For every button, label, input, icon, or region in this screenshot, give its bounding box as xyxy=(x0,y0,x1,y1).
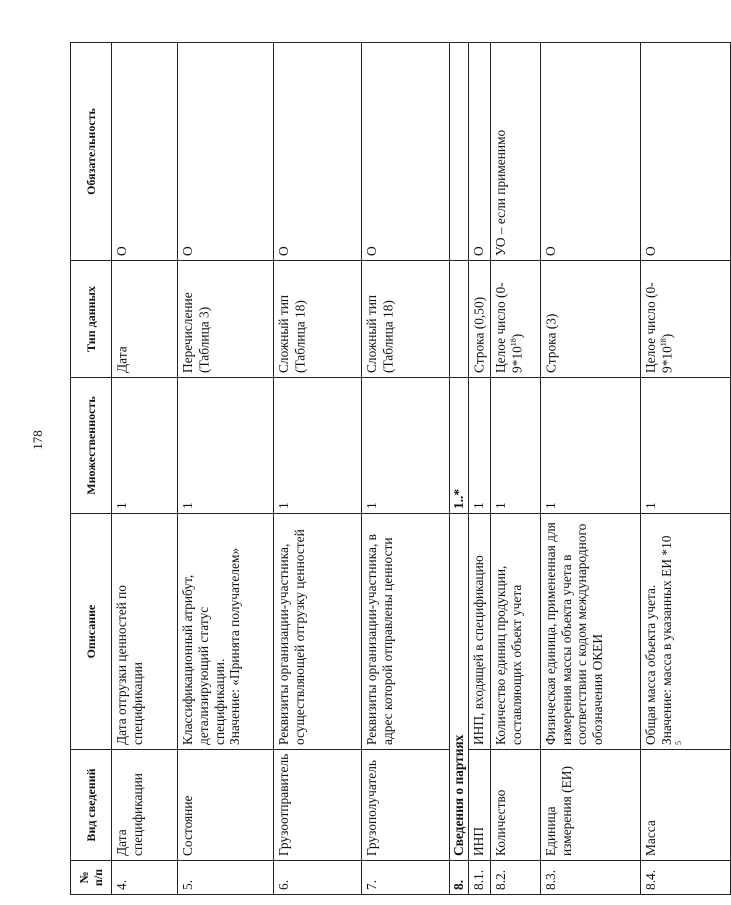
row-desc-line: Общая масса объекта учета. xyxy=(642,584,658,745)
section-type xyxy=(450,261,469,378)
row-desc xyxy=(112,514,178,750)
row-num: 4. xyxy=(112,861,178,895)
row-desc-line: Классификационный атрибут, детализирующий статус спецификации. xyxy=(180,574,227,745)
row-type-text: Целое число (0-9*10 xyxy=(642,282,675,373)
row-type xyxy=(362,261,450,378)
row-type-sup: 18 xyxy=(508,338,518,347)
row-mult: 1 xyxy=(490,378,540,514)
section-row xyxy=(450,43,469,895)
header-type: Тип данных xyxy=(71,261,112,378)
row-num: 8.4. xyxy=(640,861,730,895)
table-header-row xyxy=(71,43,112,895)
header-num: № п/п xyxy=(71,861,112,895)
row-desc-line: Физическая единица, примененная для измерения массы объекта учета в соответствии с кодом международного обозначения ОКЕИ xyxy=(542,522,606,745)
row-desc-line: ИНП, входящей в спецификацию xyxy=(470,555,486,745)
row-type-text: Строка (0,50) xyxy=(471,296,487,373)
row-type xyxy=(112,261,178,378)
header-desc: Описание xyxy=(71,514,112,750)
section-mult: 1..* xyxy=(450,378,469,514)
page-number: 178 xyxy=(30,430,45,450)
row-name: Масса xyxy=(640,750,730,861)
row-type xyxy=(540,261,640,378)
row-type-text: Строка (3) xyxy=(543,313,559,373)
section-num: 8. xyxy=(450,861,469,895)
row-num: 6. xyxy=(274,861,362,895)
row-desc xyxy=(274,514,362,750)
row-type xyxy=(640,261,730,378)
row-name: Грузополучатель xyxy=(362,750,450,861)
row-desc-line: Реквизиты организации-участника, в адрес которой отправлены ценности xyxy=(364,534,395,745)
table-row xyxy=(490,43,540,895)
row-req: О xyxy=(640,43,730,261)
row-desc xyxy=(178,514,274,750)
row-type xyxy=(490,261,540,378)
row-type xyxy=(468,261,490,378)
table-row xyxy=(112,43,178,895)
row-mult: 1 xyxy=(274,378,362,514)
row-type-text: Дата xyxy=(114,346,130,373)
row-name: Грузоотправитель xyxy=(274,750,362,861)
row-desc-line: Значение: «Принята получателем» xyxy=(227,547,243,745)
row-req: О xyxy=(362,43,450,261)
table-row xyxy=(540,43,640,895)
table-row xyxy=(274,43,362,895)
row-req: О xyxy=(540,43,640,261)
data-table xyxy=(70,42,731,895)
row-name: Состояние xyxy=(178,750,274,861)
table-row xyxy=(178,43,274,895)
row-req: О xyxy=(274,43,362,261)
row-num: 8.3. xyxy=(540,861,640,895)
row-mult: 1 xyxy=(178,378,274,514)
row-desc-line: Дата отгрузки ценностей по спецификации xyxy=(114,584,145,745)
section-name: Сведения о партиях xyxy=(450,514,469,861)
header-name: Вид сведений xyxy=(71,750,112,861)
row-desc-line: Значение: масса в указанных ЕИ *10 xyxy=(658,535,674,745)
row-mult: 1 xyxy=(468,378,490,514)
row-desc-line: Количество единиц продукции, составляющих объект учета xyxy=(492,565,524,745)
row-type-sup: 18 xyxy=(658,338,668,347)
row-type-after: ) xyxy=(509,333,525,339)
row-type-after: ) xyxy=(659,333,675,339)
row-type xyxy=(274,261,362,378)
row-req: О xyxy=(178,43,274,261)
row-name: Количество xyxy=(490,750,540,861)
row-type-text: Перечисление (Таблица 3) xyxy=(180,292,212,373)
row-req: О xyxy=(112,43,178,261)
row-mult: 1 xyxy=(640,378,730,514)
row-num: 7. xyxy=(362,861,450,895)
section-req xyxy=(450,43,469,261)
row-mult: 1 xyxy=(540,378,640,514)
row-type xyxy=(178,261,274,378)
row-desc-sup: 5 xyxy=(674,741,684,745)
row-desc xyxy=(640,514,730,750)
row-mult: 1 xyxy=(112,378,178,514)
rotated-table-container xyxy=(70,43,684,895)
row-type-text: Сложный тип (Таблица 18) xyxy=(364,294,396,373)
row-type-text: Сложный тип (Таблица 18) xyxy=(276,294,308,373)
table-row xyxy=(362,43,450,895)
row-num: 5. xyxy=(178,861,274,895)
row-name: Дата спецификации xyxy=(112,750,178,861)
row-mult: 1 xyxy=(362,378,450,514)
row-name: Единица измерения (ЕИ) xyxy=(540,750,640,861)
row-desc xyxy=(490,514,540,750)
row-desc xyxy=(362,514,450,750)
row-type-text: Целое число (0-9*10 xyxy=(492,282,525,373)
row-desc xyxy=(468,514,490,750)
row-req: О xyxy=(468,43,490,261)
row-desc xyxy=(540,514,640,750)
row-num: 8.1. xyxy=(468,861,490,895)
header-req: Обязательность xyxy=(71,43,112,261)
table-row xyxy=(640,43,730,895)
row-desc-line: Реквизиты организации-участника, осуществляющей отгрузку ценностей xyxy=(276,529,307,745)
table-row xyxy=(468,43,490,895)
row-req: УО – если применимо xyxy=(490,43,540,261)
row-num: 8.2. xyxy=(490,861,540,895)
header-mult: Множественность xyxy=(71,378,112,514)
row-name: ИНП xyxy=(468,750,490,861)
